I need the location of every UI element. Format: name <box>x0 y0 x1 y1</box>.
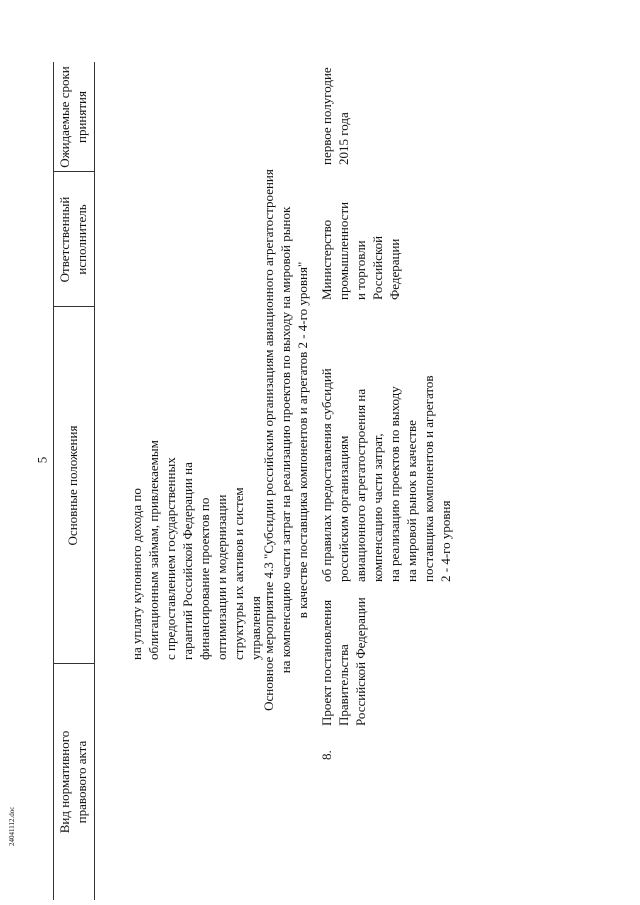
header-act-type-line: правового акта <box>74 740 89 824</box>
provisions-line: на реализацию проектов по выходу <box>387 386 402 582</box>
provisions-line: управления <box>248 596 263 660</box>
row-deadline <box>318 67 352 165</box>
provisions-line: об правилах предоставления субсидий <box>319 368 334 582</box>
provisions-line: 2 - 4-го уровня <box>438 500 453 582</box>
rotated-table-page <box>50 0 640 900</box>
measure-heading-line: Основное мероприятие 4.3 "Субсидии российским организациям авиационного агрегатостроения <box>261 169 276 711</box>
responsible-line: Федерации <box>387 238 402 300</box>
header-deadline-line: принятия <box>74 91 89 143</box>
header-responsible-line: исполнитель <box>74 204 89 275</box>
provisions-line: финансирование проектов по <box>197 497 212 660</box>
header-top-rule <box>53 62 54 900</box>
row-provisions <box>318 368 454 582</box>
header-responsible-line: Ответственный <box>57 196 72 283</box>
provisions-line: поставщика компонентов и агрегатов <box>421 375 436 582</box>
header-responsible <box>56 172 90 307</box>
page-number: 5 <box>34 456 50 464</box>
measure-heading <box>260 120 311 760</box>
provisions-line: оптимизации и модернизации <box>214 494 229 660</box>
responsible-line: промышленности <box>336 201 351 300</box>
responsible-line: и торговли <box>353 240 368 300</box>
act-type-line: Российской Федерации <box>353 597 368 726</box>
provisions-line: компенсацию части затрат, <box>370 433 385 582</box>
provisions-line: на уплату купонного дохода по <box>129 488 144 660</box>
document-file-code: 24041112.doc <box>8 806 16 846</box>
header-bottom-rule <box>94 62 95 900</box>
provisions-line: на мировой рынок в качестве <box>404 420 419 582</box>
provisions-line: гарантий Российской Федерации на <box>180 462 195 660</box>
header-act-type <box>56 664 90 900</box>
provisions-line: структуры их активов и систем <box>231 487 246 660</box>
header-deadline-line: Ожидаемые сроки <box>57 66 72 168</box>
provisions-line: российским организациям <box>336 435 351 582</box>
header-deadline <box>56 62 90 172</box>
act-type-line: Правительства <box>336 644 351 726</box>
measure-heading-line: в качестве поставщика компонентов и агрегатов 2 - 4-го уровня" <box>295 261 310 619</box>
responsible-line: Российской <box>370 235 385 300</box>
deadline-line: 2015 года <box>336 112 351 165</box>
responsible-line: Министерство <box>319 219 334 300</box>
row-number: 8. <box>319 750 334 760</box>
row-act-type <box>318 597 369 726</box>
continuation-provisions <box>128 440 264 660</box>
row-responsible <box>318 202 403 300</box>
deadline-line: первое полугодие <box>319 67 334 165</box>
measure-heading-line: на компенсацию части затрат на реализацию проектов по выходу на мировой рынок <box>278 206 293 674</box>
header-provisions: Основные положения <box>65 425 80 546</box>
provisions-line: авиационного агрегатостроения на <box>353 388 368 582</box>
act-type-line: Проект постановления <box>319 599 334 726</box>
header-act-type-line: Вид нормативного <box>57 730 72 834</box>
provisions-line: с предоставлением государственных <box>163 457 178 660</box>
provisions-line: облигационным займам, привлекаемым <box>146 440 161 660</box>
